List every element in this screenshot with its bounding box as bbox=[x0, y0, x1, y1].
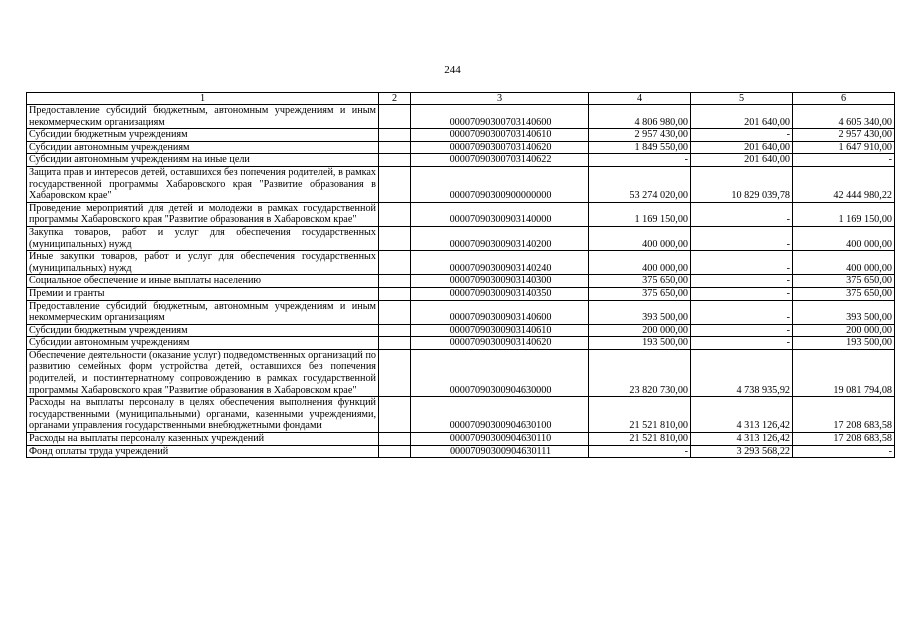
code-cell: 00007090300904630111 bbox=[411, 445, 589, 458]
code-cell: 00007090300703140620 bbox=[411, 141, 589, 154]
empty-cell bbox=[379, 300, 411, 324]
code-cell: 00007090300903140620 bbox=[411, 337, 589, 350]
table-row bbox=[27, 445, 895, 458]
empty-cell bbox=[379, 349, 411, 396]
page-number: 244 bbox=[444, 64, 461, 76]
value-col-6: 1 169 150,00 bbox=[793, 202, 895, 226]
table-row bbox=[27, 337, 895, 350]
code-cell: 00007090300904630100 bbox=[411, 397, 589, 433]
empty-cell bbox=[379, 105, 411, 129]
value-col-4: 53 274 020,00 bbox=[589, 166, 691, 202]
table-row bbox=[27, 154, 895, 167]
value-col-5: - bbox=[691, 287, 793, 300]
value-col-5: - bbox=[691, 129, 793, 142]
value-col-6: 17 208 683,58 bbox=[793, 433, 895, 446]
name-cell: Субсидии бюджетным учреждениям bbox=[27, 129, 379, 142]
name-cell: Социальное обеспечение и иные выплаты населению bbox=[27, 275, 379, 288]
table-row bbox=[27, 300, 895, 324]
name-cell: Субсидии автономным учреждениям bbox=[27, 337, 379, 350]
table-row bbox=[27, 275, 895, 288]
value-col-6: 193 500,00 bbox=[793, 337, 895, 350]
name-cell: Иные закупки товаров, работ и услуг для обеспечения государственных (муниципальных) нужд bbox=[27, 251, 379, 275]
value-col-6: - bbox=[793, 445, 895, 458]
name-cell: Предоставление субсидий бюджетным, автономным учреждениям и иным некоммерческим организациям bbox=[27, 300, 379, 324]
value-col-4: - bbox=[589, 154, 691, 167]
value-col-5: 4 738 935,92 bbox=[691, 349, 793, 396]
name-cell: Субсидии автономным учреждениям bbox=[27, 141, 379, 154]
value-col-4: 393 500,00 bbox=[589, 300, 691, 324]
name-cell: Расходы на выплаты персоналу в целях обеспечения выполнения функций государственными (муниципальными) органами, казенными учреждениями, органами управления государственными внебюджетными фондами bbox=[27, 397, 379, 433]
value-col-6: 200 000,00 bbox=[793, 324, 895, 337]
name-cell: Субсидии бюджетным учреждениям bbox=[27, 324, 379, 337]
value-col-6: 400 000,00 bbox=[793, 226, 895, 250]
code-cell: 00007090300903140200 bbox=[411, 226, 589, 250]
table-row bbox=[27, 397, 895, 433]
table-row bbox=[27, 251, 895, 275]
table-row bbox=[27, 166, 895, 202]
value-col-5: 201 640,00 bbox=[691, 105, 793, 129]
empty-cell bbox=[379, 324, 411, 337]
value-col-6: 42 444 980,22 bbox=[793, 166, 895, 202]
value-col-4: 21 521 810,00 bbox=[589, 397, 691, 433]
value-col-5: 201 640,00 bbox=[691, 154, 793, 167]
value-col-5: - bbox=[691, 337, 793, 350]
header-col-5: 5 bbox=[691, 93, 793, 105]
code-cell: 00007090300903140000 bbox=[411, 202, 589, 226]
value-col-6: 1 647 910,00 bbox=[793, 141, 895, 154]
budget-table bbox=[26, 92, 895, 458]
value-col-4: 375 650,00 bbox=[589, 275, 691, 288]
value-col-5: 3 293 568,22 bbox=[691, 445, 793, 458]
code-cell: 00007090300903140300 bbox=[411, 275, 589, 288]
value-col-4: 1 849 550,00 bbox=[589, 141, 691, 154]
value-col-5: 10 829 039,78 bbox=[691, 166, 793, 202]
empty-cell bbox=[379, 141, 411, 154]
name-cell: Закупка товаров, работ и услуг для обеспечения государственных (муниципальных) нужд bbox=[27, 226, 379, 250]
code-cell: 00007090300904630000 bbox=[411, 349, 589, 396]
value-col-6: 393 500,00 bbox=[793, 300, 895, 324]
code-cell: 00007090300703140610 bbox=[411, 129, 589, 142]
code-cell: 00007090300903140240 bbox=[411, 251, 589, 275]
empty-cell bbox=[379, 287, 411, 300]
value-col-5: - bbox=[691, 324, 793, 337]
name-cell: Субсидии автономным учреждениям на иные цели bbox=[27, 154, 379, 167]
name-cell: Защита прав и интересов детей, оставшихся без попечения родителей, в рамках государственной программы Хабаровского края "Развитие образования в Хабаровском крае" bbox=[27, 166, 379, 202]
empty-cell bbox=[379, 129, 411, 142]
empty-cell bbox=[379, 202, 411, 226]
table-row bbox=[27, 349, 895, 396]
empty-cell bbox=[379, 445, 411, 458]
header-col-4: 4 bbox=[589, 93, 691, 105]
value-col-5: - bbox=[691, 251, 793, 275]
value-col-6: 400 000,00 bbox=[793, 251, 895, 275]
value-col-4: 200 000,00 bbox=[589, 324, 691, 337]
value-col-5: - bbox=[691, 300, 793, 324]
value-col-4: 400 000,00 bbox=[589, 251, 691, 275]
empty-cell bbox=[379, 397, 411, 433]
table-header-row bbox=[27, 93, 895, 105]
empty-cell bbox=[379, 251, 411, 275]
empty-cell bbox=[379, 226, 411, 250]
value-col-5: - bbox=[691, 275, 793, 288]
value-col-4: - bbox=[589, 445, 691, 458]
empty-cell bbox=[379, 166, 411, 202]
code-cell: 00007090300900000000 bbox=[411, 166, 589, 202]
name-cell: Расходы на выплаты персоналу казенных учреждений bbox=[27, 433, 379, 446]
empty-cell bbox=[379, 154, 411, 167]
empty-cell bbox=[379, 275, 411, 288]
empty-cell bbox=[379, 433, 411, 446]
header-col-3: 3 bbox=[411, 93, 589, 105]
name-cell: Фонд оплаты труда учреждений bbox=[27, 445, 379, 458]
name-cell: Обеспечение деятельности (оказание услуг) подведомственных организаций по развитию семейных форм устройства детей, оставшихся без попечения родителей, и постинтернатному сопровождению в рамках государственной программы Хабаровского края "Развитие образования в Хабаровском крае" bbox=[27, 349, 379, 396]
code-cell: 00007090300703140600 bbox=[411, 105, 589, 129]
header-col-1: 1 bbox=[27, 93, 379, 105]
value-col-5: 201 640,00 bbox=[691, 141, 793, 154]
value-col-5: 4 313 126,42 bbox=[691, 397, 793, 433]
code-cell: 00007090300903140350 bbox=[411, 287, 589, 300]
value-col-6: 375 650,00 bbox=[793, 275, 895, 288]
value-col-4: 4 806 980,00 bbox=[589, 105, 691, 129]
value-col-6: 2 957 430,00 bbox=[793, 129, 895, 142]
table-row bbox=[27, 129, 895, 142]
table-row bbox=[27, 287, 895, 300]
value-col-4: 21 521 810,00 bbox=[589, 433, 691, 446]
header-col-6: 6 bbox=[793, 93, 895, 105]
table-row bbox=[27, 433, 895, 446]
table-row bbox=[27, 226, 895, 250]
value-col-6: 17 208 683,58 bbox=[793, 397, 895, 433]
value-col-4: 375 650,00 bbox=[589, 287, 691, 300]
value-col-5: - bbox=[691, 226, 793, 250]
code-cell: 00007090300904630110 bbox=[411, 433, 589, 446]
table-row bbox=[27, 105, 895, 129]
value-col-4: 23 820 730,00 bbox=[589, 349, 691, 396]
value-col-6: 375 650,00 bbox=[793, 287, 895, 300]
table-row bbox=[27, 324, 895, 337]
value-col-5: 4 313 126,42 bbox=[691, 433, 793, 446]
value-col-5: - bbox=[691, 202, 793, 226]
name-cell: Проведение мероприятий для детей и молодежи в рамках государственной программы Хабаровского края "Развитие образования в Хабаровском крае" bbox=[27, 202, 379, 226]
header-col-2: 2 bbox=[379, 93, 411, 105]
table-row bbox=[27, 141, 895, 154]
value-col-4: 400 000,00 bbox=[589, 226, 691, 250]
value-col-6: 4 605 340,00 bbox=[793, 105, 895, 129]
value-col-4: 193 500,00 bbox=[589, 337, 691, 350]
code-cell: 00007090300903140610 bbox=[411, 324, 589, 337]
table-row bbox=[27, 202, 895, 226]
empty-cell bbox=[379, 337, 411, 350]
value-col-4: 2 957 430,00 bbox=[589, 129, 691, 142]
value-col-6: - bbox=[793, 154, 895, 167]
value-col-4: 1 169 150,00 bbox=[589, 202, 691, 226]
code-cell: 00007090300703140622 bbox=[411, 154, 589, 167]
code-cell: 00007090300903140600 bbox=[411, 300, 589, 324]
name-cell: Предоставление субсидий бюджетным, автономным учреждениям и иным некоммерческим организациям bbox=[27, 105, 379, 129]
name-cell: Премии и гранты bbox=[27, 287, 379, 300]
value-col-6: 19 081 794,08 bbox=[793, 349, 895, 396]
